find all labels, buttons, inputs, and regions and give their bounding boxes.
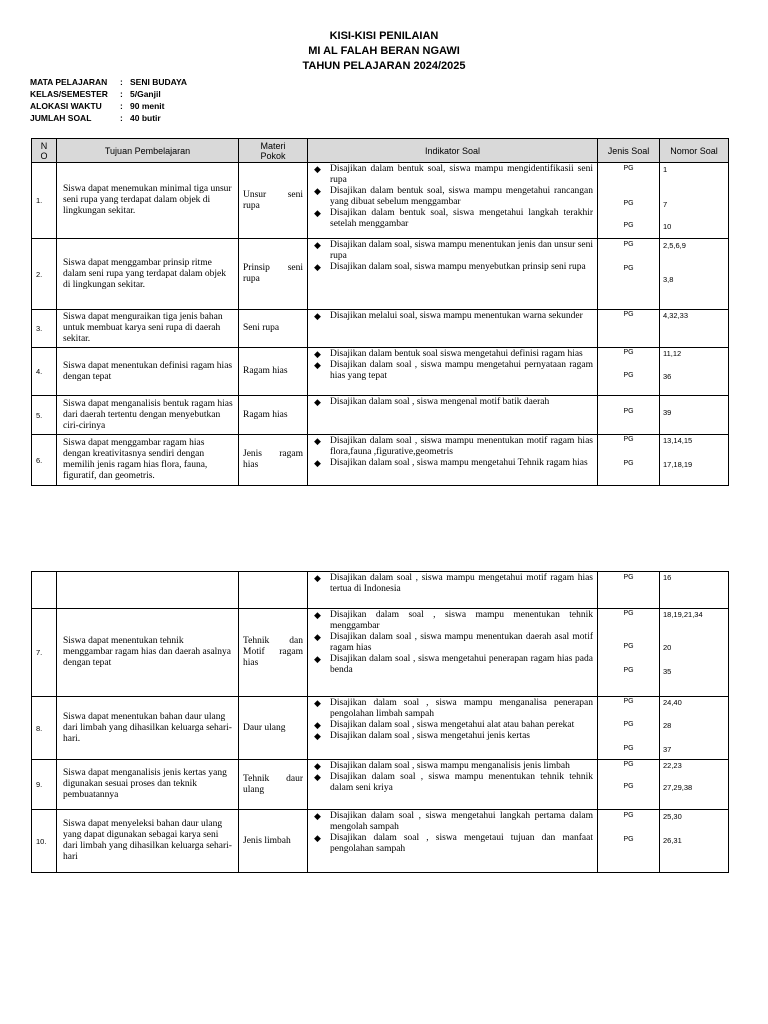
materi-pokok-cell: Seni rupa — [239, 310, 308, 348]
jenis-soal-cell — [598, 396, 660, 435]
diamond-bullet-icon: ◆ — [314, 397, 321, 407]
document-meta — [30, 76, 187, 124]
indikator-soal-cell — [308, 609, 598, 697]
nomor-soal-cell — [660, 572, 729, 609]
indikator-soal-cell — [308, 239, 598, 310]
row-number: 2. — [32, 239, 57, 310]
diamond-bullet-icon: ◆ — [314, 349, 321, 359]
nomor-soal-value: 28 — [663, 721, 672, 730]
indikator-soal-cell — [308, 310, 598, 348]
jenis-soal-cell — [598, 760, 660, 810]
nomor-soal-value: 16 — [663, 573, 672, 582]
indikator-item — [314, 208, 593, 230]
table-row — [32, 310, 729, 348]
nomor-soal-cell — [660, 810, 729, 873]
table-row — [32, 348, 729, 396]
col-header-nomor: Nomor Soal — [660, 139, 729, 163]
nomor-soal-cell — [660, 310, 729, 348]
row-number: 10. — [32, 810, 57, 873]
materi-pokok-cell: Daur ulang — [239, 697, 308, 760]
nomor-soal-value: 24,40 — [663, 698, 682, 707]
tujuan-pembelajaran-cell: Siswa dapat menganalisis jenis kertas yang digunakan sesuai proses dan teknik pembuatannya — [57, 760, 239, 810]
nomor-soal-cell — [660, 348, 729, 396]
jenis-soal-cell — [598, 697, 660, 760]
diamond-bullet-icon: ◆ — [314, 573, 321, 583]
indikator-item — [314, 833, 593, 855]
nomor-soal-value: 4,32,33 — [663, 311, 689, 320]
jenis-soal-value: PG — [623, 200, 634, 207]
indikator-text: Disajikan dalam bentuk soal siswa mengetahui definisi ragam hias — [330, 349, 583, 359]
col-header-tujuan: Tujuan Pembelajaran — [57, 139, 239, 163]
nomor-soal-value: 22,23 — [663, 761, 682, 770]
col-header-jenis: Jenis Soal — [598, 139, 660, 163]
meta-row: ALOKASI WAKTU : 90 menit — [30, 101, 165, 111]
indikator-item — [314, 761, 593, 772]
meta-key: ALOKASI WAKTU — [30, 101, 102, 111]
diamond-bullet-icon: ◆ — [314, 698, 321, 708]
diamond-bullet-icon: ◆ — [314, 833, 321, 843]
doc-title-line-1: KISI-KISI PENILAIAN — [329, 30, 439, 42]
meta-value: 5/Ganjil — [130, 89, 161, 99]
table-row — [32, 163, 729, 239]
indikator-item — [314, 573, 593, 595]
row-number: 7. — [32, 609, 57, 697]
tujuan-pembelajaran-cell: Siswa dapat menguraikan tiga jenis bahan untuk membuat karya seni rupa di daerah sekitar. — [57, 310, 239, 348]
tujuan-pembelajaran-cell: Siswa dapat menentukan definisi ragam hias dengan tepat — [57, 348, 239, 396]
nomor-soal-cell — [660, 697, 729, 760]
jenis-soal-value: PG — [623, 721, 634, 728]
row-number: 6. — [32, 435, 57, 486]
nomor-soal-value: 18,19,21,34 — [663, 610, 703, 619]
nomor-soal-cell — [660, 163, 729, 239]
indikator-item — [314, 436, 593, 458]
diamond-bullet-icon: ◆ — [314, 772, 321, 782]
indikator-text: Disajikan dalam soal , siswa mampu mengetahui Tehnik ragam hias — [330, 458, 588, 468]
nomor-soal-value: 27,29,38 — [663, 783, 693, 792]
table-row — [32, 697, 729, 760]
indikator-text: Disajikan melalui soal, siswa mampu menentukan warna sekunder — [330, 311, 583, 321]
jenis-soal-value: PG — [623, 311, 634, 318]
jenis-soal-value: PG — [623, 698, 634, 705]
jenis-soal-value: PG — [623, 610, 634, 617]
indikator-text: Disajikan dalam soal , siswa mengetahui alat atau bahan perekat — [330, 720, 575, 730]
tujuan-pembelajaran-cell: Siswa dapat menganalisis bentuk ragam hias dari daerah tertentu dengan menyebutkan ciri-cirinya — [57, 396, 239, 435]
row-number: 5. — [32, 396, 57, 435]
indikator-text: Disajikan dalam bentuk soal, siswa mampu mengidentifikasii seni rupa — [330, 164, 593, 185]
indikator-soal-cell — [308, 348, 598, 396]
jenis-soal-value: PG — [623, 165, 634, 172]
nomor-soal-cell — [660, 435, 729, 486]
table-row — [32, 239, 729, 310]
table-row — [32, 572, 729, 609]
jenis-soal-value: PG — [623, 372, 634, 379]
nomor-soal-value: 37 — [663, 745, 672, 754]
nomor-soal-value: 25,30 — [663, 812, 682, 821]
doc-title-line-3: TAHUN PELAJARAN 2024/2025 — [302, 60, 466, 72]
materi-pokok-cell: Jenis ragam hias — [239, 435, 308, 486]
col-header-no: N O — [32, 139, 57, 163]
indikator-item — [314, 654, 593, 676]
nomor-soal-value: 1 — [663, 165, 668, 174]
meta-key: JUMLAH SOAL — [30, 113, 92, 123]
col-header-materi: Materi Pokok — [239, 139, 308, 163]
nomor-soal-cell — [660, 396, 729, 435]
indikator-text: Disajikan dalam soal , siswa mengetaui tujuan dan manfaat pengolahan sampah — [330, 833, 593, 854]
jenis-soal-cell — [598, 163, 660, 239]
jenis-soal-value: PG — [623, 241, 634, 248]
diamond-bullet-icon: ◆ — [314, 632, 321, 642]
indikator-text: Disajikan dalam soal , siswa mampu mengetahui motif ragam hias tertua di Indonesia — [330, 573, 593, 594]
materi-pokok-cell: Ragam hias — [239, 348, 308, 396]
nomor-soal-value: 36 — [663, 372, 672, 381]
materi-pokok-cell: Prinsip seni rupa — [239, 239, 308, 310]
indikator-soal-cell — [308, 396, 598, 435]
diamond-bullet-icon: ◆ — [314, 731, 321, 741]
nomor-soal-cell — [660, 609, 729, 697]
indikator-item — [314, 731, 593, 742]
materi-pokok-cell: Tehnik daur ulang — [239, 760, 308, 810]
indikator-item — [314, 458, 593, 469]
diamond-bullet-icon: ◆ — [314, 311, 321, 321]
diamond-bullet-icon: ◆ — [314, 610, 321, 620]
indikator-soal-cell — [308, 810, 598, 873]
table-row — [32, 760, 729, 810]
diamond-bullet-icon: ◆ — [314, 186, 321, 196]
nomor-soal-value: 11,12 — [663, 349, 682, 358]
jenis-soal-cell — [598, 435, 660, 486]
indikator-item — [314, 240, 593, 262]
jenis-soal-cell — [598, 239, 660, 310]
row-number: 9. — [32, 760, 57, 810]
diamond-bullet-icon: ◆ — [314, 436, 321, 446]
diamond-bullet-icon: ◆ — [314, 811, 321, 821]
nomor-soal-value: 3,8 — [663, 275, 674, 284]
doc-title-line-2: MI AL FALAH BERAN NGAWI — [308, 45, 460, 57]
jenis-soal-value: PG — [623, 349, 634, 356]
table-row — [32, 810, 729, 873]
jenis-soal-cell — [598, 572, 660, 609]
row-number: 3. — [32, 310, 57, 348]
materi-pokok-cell: Jenis limbah — [239, 810, 308, 873]
indikator-text: Disajikan dalam soal , siswa mengetahui langkah pertama dalam mengolah sampah — [330, 811, 593, 832]
diamond-bullet-icon: ◆ — [314, 654, 321, 664]
diamond-bullet-icon: ◆ — [314, 240, 321, 250]
meta-value: SENI BUDAYA — [130, 77, 188, 87]
nomor-soal-value: 13,14,15 — [663, 436, 693, 445]
jenis-soal-value: PG — [623, 574, 634, 581]
indikator-item — [314, 610, 593, 632]
nomor-soal-value: 10 — [663, 222, 672, 231]
jenis-soal-value: PG — [623, 408, 634, 415]
tujuan-pembelajaran-cell: Siswa dapat menemukan minimal tiga unsur seni rupa yang terdapat dalam objek di lingkungan sekitar. — [57, 163, 239, 239]
indikator-text: Disajikan dalam soal , siswa mampu mengetahui pernyataan ragam hias yang tepat — [330, 360, 593, 381]
kisi-kisi-table-page-2 — [31, 571, 729, 873]
jenis-soal-value: PG — [623, 812, 634, 819]
indikator-text: Disajikan dalam soal , siswa mengetahui jenis kertas — [330, 731, 530, 741]
diamond-bullet-icon: ◆ — [314, 208, 321, 218]
meta-value: 90 menit — [130, 101, 165, 111]
materi-pokok-cell: Unsur seni rupa — [239, 163, 308, 239]
tujuan-pembelajaran-cell — [57, 572, 239, 609]
materi-pokok-cell — [239, 572, 308, 609]
diamond-bullet-icon: ◆ — [314, 720, 321, 730]
indikator-text: Disajikan dalam soal , siswa mampu menentukan tehnik menggambar — [330, 610, 593, 631]
nomor-soal-value: 20 — [663, 643, 672, 652]
diamond-bullet-icon: ◆ — [314, 164, 321, 174]
tujuan-pembelajaran-cell: Siswa dapat menggambar prinsip ritme dalam seni rupa yang terdapat dalam objek di lingkungan sekitar. — [57, 239, 239, 310]
table-header-row — [32, 139, 729, 163]
jenis-soal-value: PG — [623, 265, 634, 272]
indikator-item — [314, 811, 593, 833]
indikator-item — [314, 360, 593, 382]
jenis-soal-value: PG — [623, 783, 634, 790]
jenis-soal-cell — [598, 810, 660, 873]
tujuan-pembelajaran-cell: Siswa dapat menggambar ragam hias dengan kreativitasnya sendiri dengan memilih jenis ragam hias flora, fauna, figuratif, dan geometris. — [57, 435, 239, 486]
indikator-soal-cell — [308, 572, 598, 609]
meta-row: JUMLAH SOAL : 40 butir — [30, 113, 161, 123]
indikator-soal-cell — [308, 435, 598, 486]
indikator-text: Disajikan dalam bentuk soal, siswa mampu mengetahui rancangan yang dibuat sebelum menggambar — [330, 186, 593, 207]
jenis-soal-value: PG — [623, 761, 634, 768]
nomor-soal-value: 35 — [663, 667, 672, 676]
meta-key: KELAS/SEMESTER — [30, 89, 108, 99]
tujuan-pembelajaran-cell: Siswa dapat menentukan bahan daur ulang dari limbah yang dihasilkan keluarga sehari-hari. — [57, 697, 239, 760]
jenis-soal-value: PG — [623, 460, 634, 467]
col-header-indikator: Indikator Soal — [308, 139, 598, 163]
indikator-item — [314, 772, 593, 794]
nomor-soal-cell — [660, 760, 729, 810]
jenis-soal-value: PG — [623, 222, 634, 229]
indikator-item — [314, 311, 593, 322]
meta-value: 40 butir — [130, 113, 161, 123]
jenis-soal-value: PG — [623, 667, 634, 674]
materi-pokok-cell: Ragam hias — [239, 396, 308, 435]
indikator-soal-cell — [308, 760, 598, 810]
tujuan-pembelajaran-cell: Siswa dapat menentukan tehnik menggambar ragam hias dan daerah asalnya dengan tepat — [57, 609, 239, 697]
indikator-item — [314, 698, 593, 720]
diamond-bullet-icon: ◆ — [314, 360, 321, 370]
nomor-soal-value: 17,18,19 — [663, 460, 693, 469]
row-number — [32, 572, 57, 609]
indikator-text: Disajikan dalam soal, siswa mampu menyebutkan prinsip seni rupa — [330, 262, 586, 272]
materi-pokok-cell: Tehnik dan Motif ragam hias — [239, 609, 308, 697]
row-number: 1. — [32, 163, 57, 239]
indikator-item — [314, 164, 593, 186]
indikator-text: Disajikan dalam soal , siswa mengenal motif batik daerah — [330, 397, 550, 407]
jenis-soal-cell — [598, 348, 660, 396]
table-row — [32, 435, 729, 486]
indikator-text: Disajikan dalam soal , siswa mampu menentukan tehnik tehnik dalam seni kriya — [330, 772, 593, 793]
indikator-text: Disajikan dalam soal , siswa mampu menganalisis jenis limbah — [330, 761, 570, 771]
table-row — [32, 396, 729, 435]
nomor-soal-value: 2,5,6,9 — [663, 241, 686, 250]
jenis-soal-value: PG — [623, 643, 634, 650]
jenis-soal-value: PG — [623, 836, 634, 843]
nomor-soal-value: 39 — [663, 408, 672, 417]
indikator-text: Disajikan dalam soal , siswa mampu menentukan daerah asal motif ragam hias — [330, 632, 593, 653]
indikator-text: Disajikan dalam soal , siswa mampu menentukan motif ragam hias flora,fauna ,figurative,geometris — [330, 436, 593, 457]
indikator-soal-cell — [308, 163, 598, 239]
kisi-kisi-table-page-1 — [31, 138, 729, 486]
indikator-text: Disajikan dalam soal , siswa mampu menganalisa penerapan pengolahan limbah sampah — [330, 698, 593, 719]
indikator-text: Disajikan dalam soal, siswa mampu menentukan jenis dan unsur seni rupa — [330, 240, 593, 261]
jenis-soal-cell — [598, 609, 660, 697]
row-number: 4. — [32, 348, 57, 396]
jenis-soal-value: PG — [623, 436, 634, 443]
diamond-bullet-icon: ◆ — [314, 262, 321, 272]
indikator-item — [314, 186, 593, 208]
nomor-soal-value: 26,31 — [663, 836, 682, 845]
meta-row: KELAS/SEMESTER : 5/Ganjil — [30, 89, 161, 99]
indikator-item — [314, 632, 593, 654]
meta-row: MATA PELAJARAN : SENI BUDAYA — [30, 77, 188, 87]
meta-key: MATA PELAJARAN — [30, 77, 108, 87]
indikator-item — [314, 262, 593, 273]
nomor-soal-cell — [660, 239, 729, 310]
indikator-soal-cell — [308, 697, 598, 760]
row-number: 8. — [32, 697, 57, 760]
nomor-soal-value: 7 — [663, 200, 668, 209]
table-row — [32, 609, 729, 697]
indikator-item — [314, 397, 593, 408]
indikator-item — [314, 720, 593, 731]
indikator-text: Disajikan dalam bentuk soal, siswa mengetahui langkah terakhir setelah menggambar — [330, 208, 593, 229]
indikator-item — [314, 349, 593, 360]
tujuan-pembelajaran-cell: Siswa dapat menyeleksi bahan daur ulang yang dapat digunakan sebagai karya seni dari limbah yang dihasilkan keluarga sehari-hari — [57, 810, 239, 873]
jenis-soal-cell — [598, 310, 660, 348]
indikator-text: Disajikan dalam soal , siswa mengetahui penerapan ragam hias pada benda — [330, 654, 593, 675]
diamond-bullet-icon: ◆ — [314, 458, 321, 468]
diamond-bullet-icon: ◆ — [314, 761, 321, 771]
jenis-soal-value: PG — [623, 745, 634, 752]
